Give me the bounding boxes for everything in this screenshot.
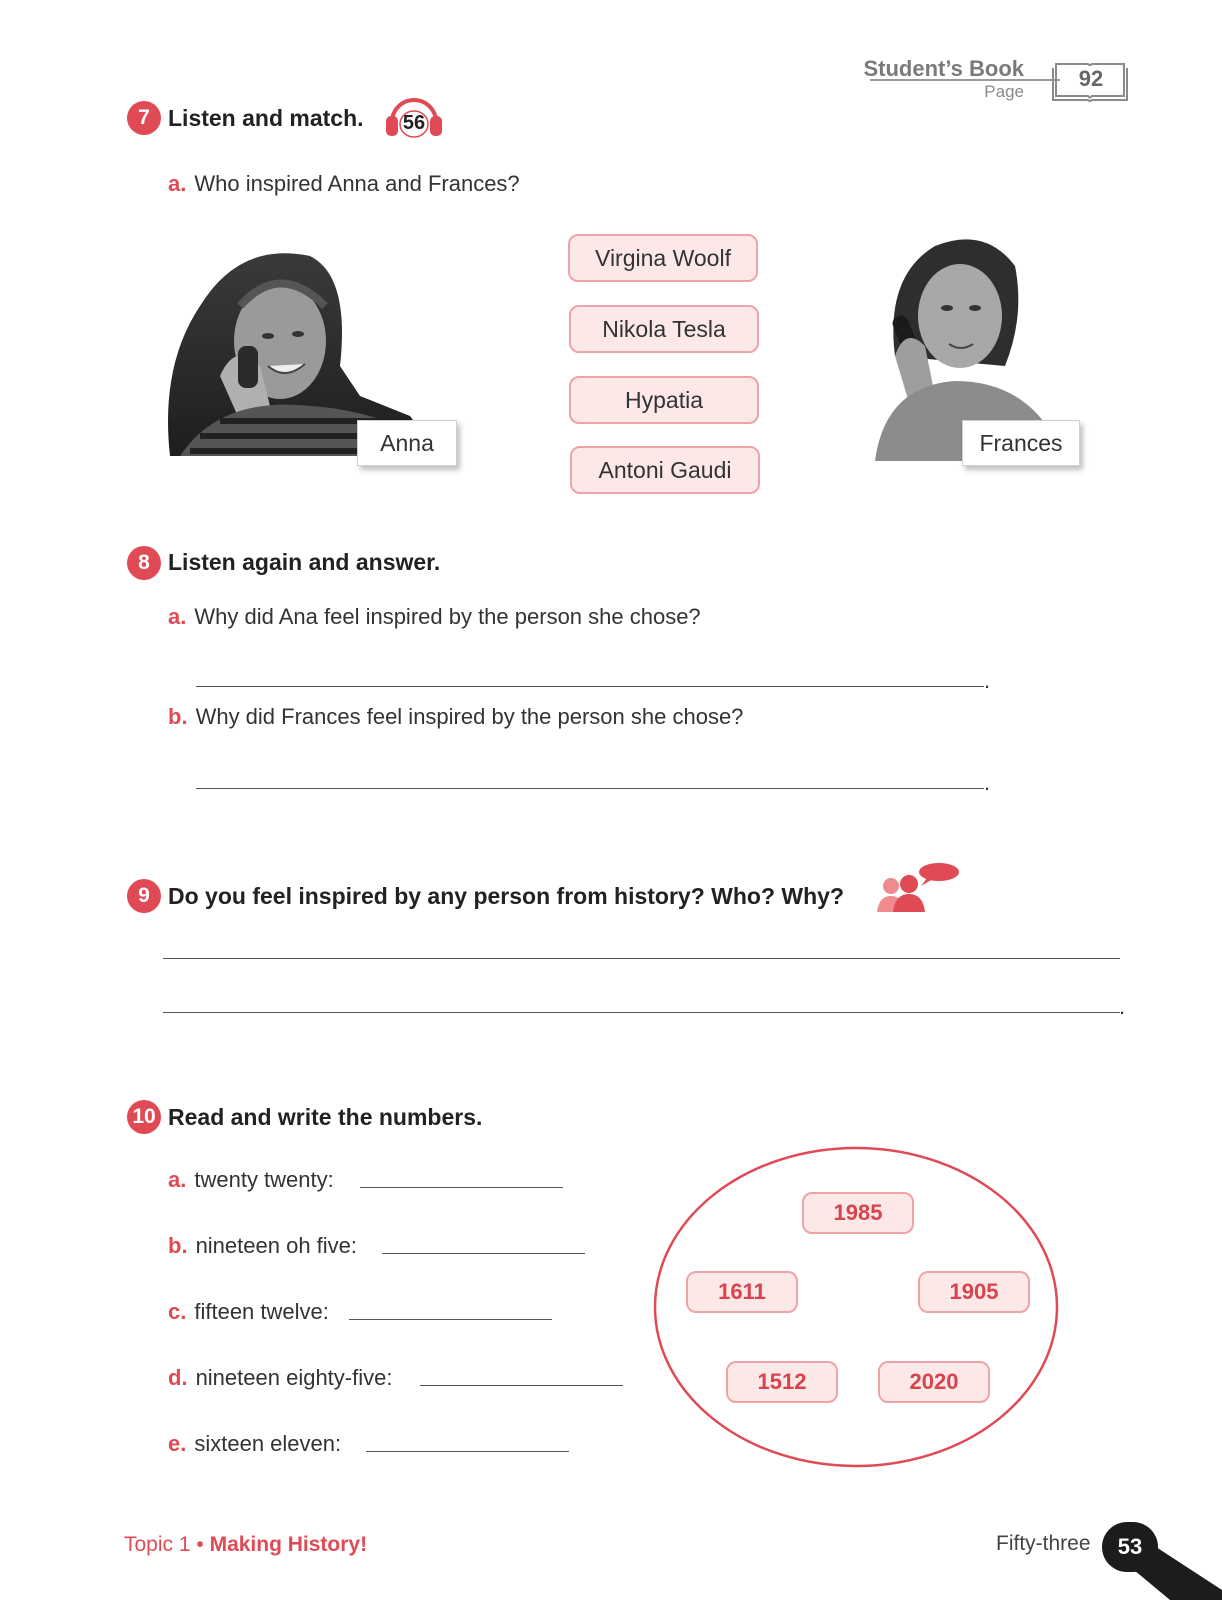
question-text: Why did Ana feel inspired by the person she chose? [194,604,701,629]
page-number: 53 [1102,1522,1158,1572]
question-letter: a. [168,604,187,629]
topic-name: Making History! [209,1533,368,1556]
exercise-10-item-b [168,1233,357,1259]
exercise-9-number: 9 [127,879,161,913]
answer-line-10c[interactable] [349,1319,552,1320]
headphones-icon [384,92,444,138]
question-text: Why did Frances feel inspired by the person she chose? [195,704,744,729]
item-letter: d. [168,1365,188,1390]
students-book-page-number: 92 [1078,66,1104,91]
year-option-1985[interactable]: 1985 [802,1192,914,1234]
exercise-7-title: Listen and match. [168,105,364,131]
page-word: Fifty-three [996,1532,1091,1555]
question-letter: b. [168,704,188,729]
name-option-hypatia[interactable]: Hypatia [569,376,759,424]
exercise-8-question-b [168,704,743,730]
year-option-1905[interactable]: 1905 [918,1271,1030,1313]
year-option-2020[interactable]: 2020 [878,1361,990,1403]
track-number: 56 [402,112,426,134]
period-mark: . [984,668,991,693]
answer-line-10b[interactable] [382,1253,585,1254]
exercise-10-number: 10 [127,1100,161,1134]
exercise-8-number: 8 [127,546,161,580]
answer-line-10a[interactable] [360,1187,563,1188]
name-option-nikola-tesla[interactable]: Nikola Tesla [569,305,759,353]
exercise-8-title: Listen again and answer. [168,549,441,575]
exercise-7-question-a [168,171,520,197]
item-text: fifteen twelve: [194,1299,329,1324]
year-option-1611[interactable]: 1611 [686,1271,798,1313]
item-letter: e. [168,1431,187,1456]
exercise-8-question-a [168,604,701,630]
exercise-9-title: Do you feel inspired by any person from history? Who? Why? [168,883,844,909]
exercise-10-item-c [168,1299,329,1325]
item-text: nineteen oh five: [195,1233,358,1258]
answer-line-8a[interactable] [196,686,984,687]
answer-line-9-1[interactable] [163,958,1120,959]
item-letter: b. [168,1233,188,1258]
period-mark: . [984,770,991,795]
speaking-pair-icon [877,862,961,912]
item-letter: c. [168,1299,187,1324]
question-text: Who inspired Anna and Frances? [194,171,520,196]
exercise-10-item-e [168,1431,341,1457]
name-option-antoni-gaudi[interactable]: Antoni Gaudi [570,446,760,494]
answer-line-10e[interactable] [366,1451,569,1452]
answer-line-8b[interactable] [196,788,984,789]
exercise-10-item-d [168,1365,392,1391]
item-text: nineteen eighty-five: [195,1365,393,1390]
exercise-7-number: 7 [127,101,161,135]
frances-label: Frances [962,420,1080,466]
anna-label: Anna [357,420,457,466]
answer-line-10d[interactable] [420,1385,623,1386]
answer-line-9-2[interactable] [163,1012,1120,1013]
header-divider [870,79,1060,81]
period-mark: . [1119,994,1126,1019]
item-text: sixteen eleven: [194,1431,342,1456]
exercise-10-title: Read and write the numbers. [168,1104,483,1130]
item-letter: a. [168,1167,187,1192]
item-text: twenty twenty: [194,1167,334,1192]
year-option-1512[interactable]: 1512 [726,1361,838,1403]
topic-label: Topic 1 • [124,1533,204,1556]
exercise-10-item-a [168,1167,334,1193]
name-option-virgina-woolf[interactable]: Virgina Woolf [568,234,758,282]
question-letter: a. [168,171,187,196]
footer-topic [124,1533,367,1557]
page-label: Page [984,82,1024,101]
students-book-label: Student’s Book [863,56,1024,81]
